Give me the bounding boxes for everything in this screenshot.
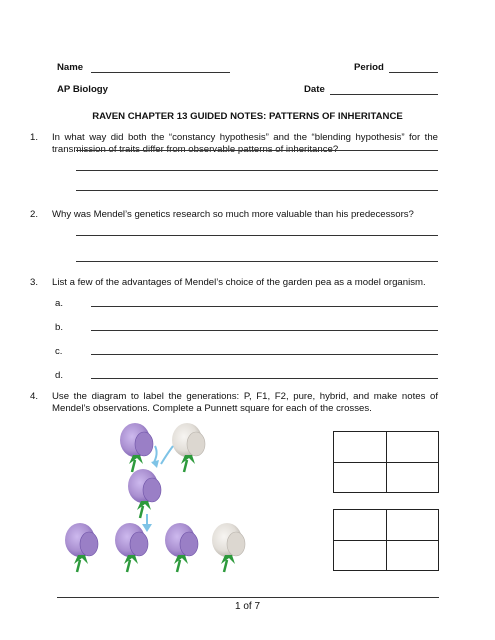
parent-white-flower: [172, 423, 205, 472]
question-3-text: List a few of the advantages of Mendel’s choice of the garden pea as a model organism.: [52, 277, 426, 288]
f2-purple-flower-3: [165, 523, 198, 572]
question-1-answer-line-3[interactable]: [76, 190, 438, 191]
question-2-answer-line-2[interactable]: [76, 261, 438, 262]
date-row: [304, 84, 325, 95]
period-row: [354, 62, 384, 73]
f1-arrow-head: [151, 460, 159, 468]
question-2-answer-line-1[interactable]: [76, 235, 438, 236]
question-3-item-c-label: c.: [55, 346, 63, 357]
question-1-answer-line-1[interactable]: [76, 150, 438, 151]
punnett-square-1[interactable]: [333, 431, 439, 493]
pea-flower-cross-diagram: [55, 418, 265, 578]
cross-arrow-right: [161, 446, 173, 464]
date-label: Date: [304, 84, 325, 95]
question-1-answer-line-2[interactable]: [76, 170, 438, 171]
f2-purple-flower-2: [115, 523, 148, 572]
footer-rule: [57, 597, 439, 598]
f2-white-flower: [212, 523, 245, 572]
question-2-number: 2.: [30, 209, 39, 220]
parent-purple-flower: [120, 423, 153, 472]
question-4-text: Use the diagram to label the generations: P, F1, F2, pure, hybrid, and make notes of Mendel’s observations. Complete a Punnett square for each of the crosses.: [52, 391, 438, 415]
punnett-square-2[interactable]: [333, 509, 439, 571]
period-label: Period: [354, 62, 384, 73]
f1-purple-flower: [128, 469, 161, 518]
question-3-item-d-label: d.: [55, 370, 64, 381]
page-number: 1 of 7: [234, 601, 261, 612]
question-3-item-a-label: a.: [55, 298, 64, 309]
name-field-line[interactable]: [91, 72, 230, 73]
course-label: AP Biology: [57, 84, 108, 95]
question-1-number: 1.: [30, 132, 39, 143]
page-title: RAVEN CHAPTER 13 GUIDED NOTES: PATTERNS OF INHERITANCE: [92, 111, 403, 122]
f2-arrow-head: [142, 524, 152, 532]
name-label: Name: [57, 62, 84, 73]
date-field-line[interactable]: [330, 94, 438, 95]
question-1-text: In what way did both the “constancy hypothesis” and the “blending hypothesis” for the transmission of traits differ from observable patterns of inheritance?: [52, 132, 438, 156]
question-3-item-a-line[interactable]: [91, 306, 438, 307]
question-2-text: Why was Mendel’s genetics research so much more valuable than his predecessors?: [52, 209, 414, 220]
question-3-item-d-line[interactable]: [91, 378, 438, 379]
f2-purple-flower-1: [65, 523, 98, 572]
period-field-line[interactable]: [389, 72, 438, 73]
name-row: [57, 62, 83, 73]
question-3-item-b-line[interactable]: [91, 330, 438, 331]
question-4-number: 4.: [30, 391, 39, 402]
question-3-number: 3.: [30, 277, 39, 288]
question-3-item-c-line[interactable]: [91, 354, 438, 355]
question-3-item-b-label: b.: [55, 322, 64, 333]
